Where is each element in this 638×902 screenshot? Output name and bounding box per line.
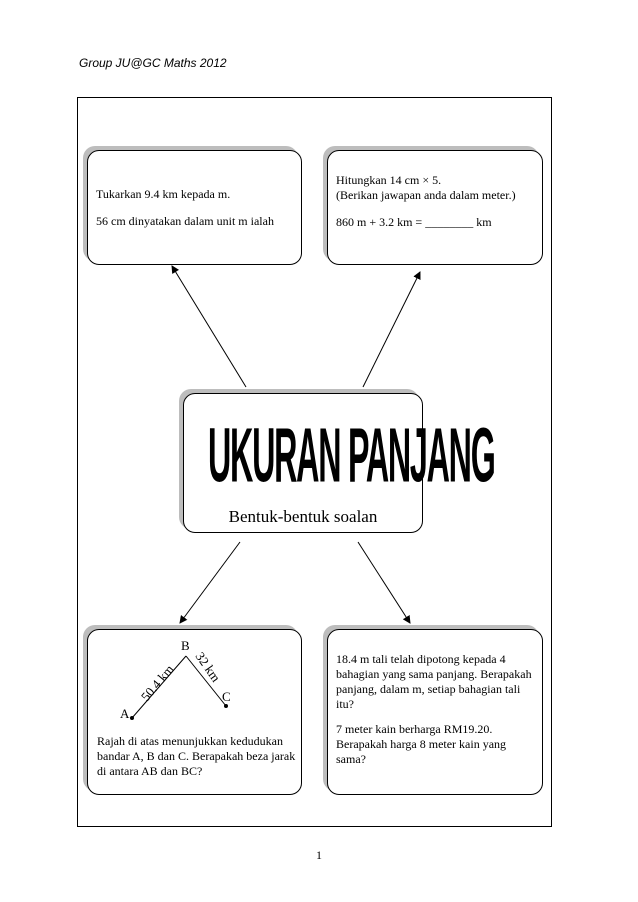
ab-length-label: 50.4 km xyxy=(137,661,177,704)
arrow-to-top-right xyxy=(363,272,420,387)
question-text: 7 meter kain berharga RM19.20. Berapakah harga 8 meter kain yang sama? xyxy=(336,722,507,766)
question-box-bottom-right xyxy=(327,629,543,795)
question-text: Hitungkan 14 cm × 5. xyxy=(336,173,442,187)
page-number: 1 xyxy=(316,848,322,862)
point-a-dot xyxy=(130,716,134,720)
arrow-to-bottom-left xyxy=(180,542,240,623)
main-title: UKURAN PANJANG xyxy=(208,413,495,500)
arrow-to-bottom-right xyxy=(358,542,410,623)
arrow-to-top-left xyxy=(172,266,246,387)
point-c-dot xyxy=(224,704,228,708)
question-text: 56 cm dinyatakan dalam unit m ialah xyxy=(96,214,274,228)
question-box-top-right xyxy=(327,150,543,265)
point-c-label: C xyxy=(222,689,231,704)
question-box-bottom-left xyxy=(87,629,302,795)
bc-length-label: 32 km xyxy=(192,649,224,685)
question-text: Rajah di atas menunjukkan kedudukan bandar A, B dan C. Berapakah beza jarak di antara AB dan BC? xyxy=(97,734,296,778)
question-text: Tukarkan 9.4 km kepada m. xyxy=(96,187,231,201)
subtitle: Bentuk-bentuk soalan xyxy=(228,507,378,526)
central-topic-box xyxy=(183,393,495,533)
distance-diagram xyxy=(88,630,301,730)
question-text: (Berikan jawapan anda dalam meter.) xyxy=(336,188,516,202)
point-a-label: A xyxy=(120,706,130,721)
point-b-label: B xyxy=(181,638,190,653)
question-box-top-left xyxy=(87,150,302,265)
question-text: 18.4 m tali telah dipotong kepada 4 bahagian yang sama panjang. Berapakah panjang, dalam m, setiap bahagian tali itu? xyxy=(336,652,532,711)
question-text: 860 m + 3.2 km = ________ km xyxy=(336,215,492,229)
page-header: Group JU@GC Maths 2012 xyxy=(79,56,227,70)
